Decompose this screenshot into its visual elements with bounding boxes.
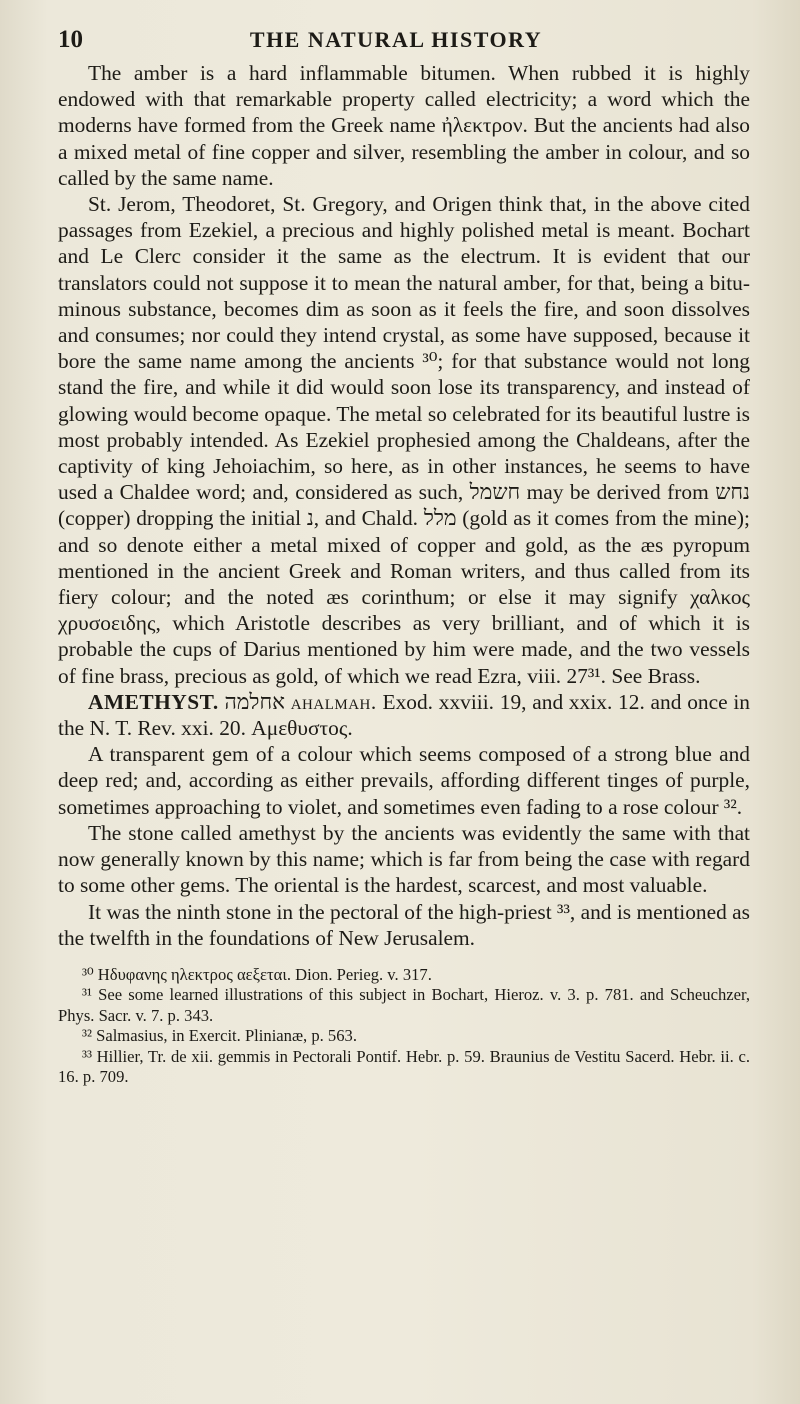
entry-headword: AMETHYST. xyxy=(88,689,219,714)
paragraph-amethyst-ancients: The stone called amethyst by the ancients was evidently the same with that now generally known by this name; which is far from being the case with regard to some other gems. The oriental is the hardest, scarcest, and most valuable. xyxy=(58,820,750,898)
paragraph-amethyst-pectoral: It was the ninth stone in the pectoral of the high-priest ³³, and is mentioned as the twelfth in the foundations of New Jerusalem. xyxy=(58,899,750,950)
entry-references: Exod. xxviii. 19, and xxix. 12. and once in the N. T. Rev. xxi. 20. Αμεθυστος. xyxy=(58,689,750,741)
footnote-33: ³³ Hillier, Tr. de xii. gemmis in Pectorali Pontif. Hebr. p. 59. Braunius de Vestitu Sacerd. Hebr. ii. c. 16. p. 709. xyxy=(58,1046,750,1087)
page-header xyxy=(58,26,750,54)
paragraph-electrum-discussion: St. Jerom, Theodoret, St. Gregory, and Origen think that, in the above cited passages from Ezekiel, a precious and highly polished metal is meant. Bochart and Le Clerc consider it the same as the electrum. It is evident that our translators could not suppose it to mean the natural amber, for that, being a bitu-minous substance, becomes dim as soon as it feels the fire, and soon dissolves and consumes; nor could they intend crystal, as some have supposed, because it bore the same name among the ancients ³⁰; for that substance would not long stand the fire, and while it did would soon lose its transparency, and instead of glowing would become opaque. The metal so celebrated for its beautiful lustre is most probably intended. As Ezekiel prophesied among the Chaldeans, after the captivity of king Jehoiachim, so here, as in other instances, he seems to have used a Chaldee word; and, considered as such, חשמל may be derived from נחש (copper) dropping the initial נ, and Chald. מלל (gold as it comes from the mine); and so denote either a metal mixed of copper and gold, as the æs pyropum mentioned in the ancient Greek and Roman writers, and thus called from its fiery colour; and the noted æs corinthum; or else it may signify χαλκος χρυσοειδης, which Aristotle describes as very brilliant, and of which it is probable the cups of Darius mentioned by him were made, and the two vessels of fine brass, precious as gold, of which we read Ezra, viii. 27³¹. See Brass. xyxy=(58,192,750,688)
paragraph-amethyst-description: A transparent gem of a colour which seems composed of a strong blue and deep red; and, according as either prevails, affording different tinges of purple, sometimes approaching to violet, and sometimes even fading to a rose colour ³². xyxy=(58,742,750,819)
entry-hebrew-word: אחלמה xyxy=(224,689,285,714)
entry-heading-amethyst xyxy=(58,689,750,741)
paragraph-amber-definition: The amber is a hard inflammable bitumen. When rubbed it is highly endowed with that remarkable property called electricity; a word which the moderns have formed from the Greek name ἠλεκτρον. But the ancients had also a mixed metal of fine copper and silver, resembling the amber in colour, and so called by the same name. xyxy=(58,61,750,190)
footnote-32: ³² Salmasius, in Exercit. Plinianæ, p. 563. xyxy=(82,1026,357,1046)
footnotes xyxy=(58,965,750,1088)
entry-transliteration: ahalmah. xyxy=(290,689,377,714)
footnote-30: ³⁰ Ηδυφανης ηλεκτρος αεξεται. Dion. Perieg. v. 317. xyxy=(82,964,432,984)
footnote-31: ³¹ See some learned illustrations of this subject in Bochart, Hieroz. v. 3. p. 781. and Scheuchzer, Phys. Sacr. v. 7. p. 343. xyxy=(58,985,750,1025)
page-number: 10 xyxy=(58,26,83,53)
running-head: THE NATURAL HISTORY xyxy=(249,27,543,52)
main-text xyxy=(58,60,750,951)
